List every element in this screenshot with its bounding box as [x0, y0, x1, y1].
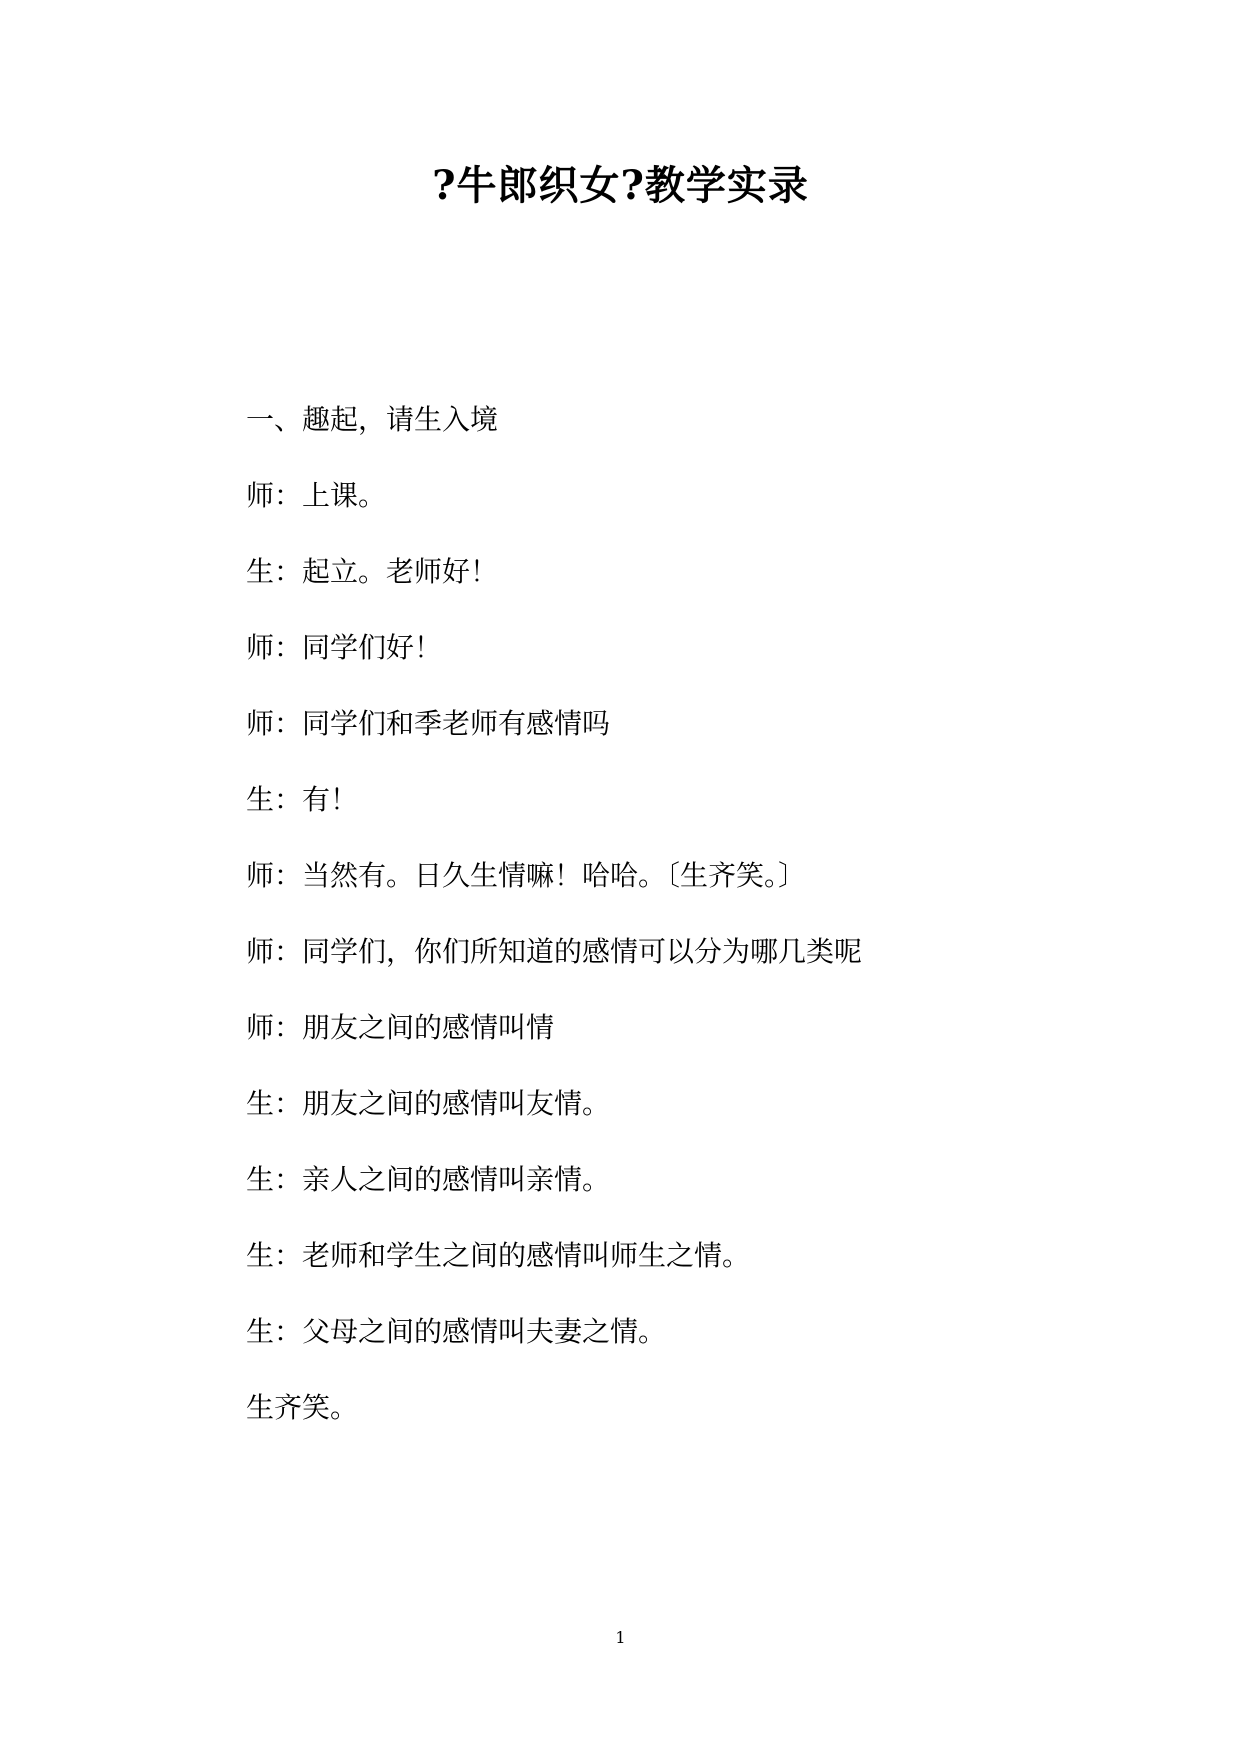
transcript-line: 生：老师和学生之间的感情叫师生之情。 [246, 1239, 751, 1272]
transcript-line: 师：同学们好！ [246, 631, 443, 664]
transcript-line: 生：父母之间的感情叫夫妻之情。 [246, 1315, 667, 1348]
transcript-line: 生：朋友之间的感情叫友情。 [246, 1087, 611, 1120]
transcript-line: 生齐笑。 [246, 1391, 359, 1424]
transcript-line: 师：上课。 [246, 479, 387, 512]
transcript-line: 一、趣起，请生入境 [246, 403, 499, 436]
transcript-line: 师：同学们，你们所知道的感情可以分为哪几类呢 [246, 935, 863, 968]
transcript-line: 师：同学们和季老师有感情吗 [246, 707, 611, 740]
transcript-line: 生：亲人之间的感情叫亲情。 [246, 1163, 611, 1196]
transcript-line: 生：有！ [246, 783, 359, 816]
transcript-line: 生：起立。老师好！ [246, 555, 499, 588]
transcript-body [246, 400, 1146, 1464]
transcript-line: 师：朋友之间的感情叫情 [246, 1011, 555, 1044]
transcript-line: 师：当然有。日久生情嘛！哈哈。〔生齐笑。〕 [246, 859, 807, 892]
page-number: 1 [615, 1628, 626, 1647]
document-title: ?牛郎织女?教学实录 [432, 162, 809, 209]
